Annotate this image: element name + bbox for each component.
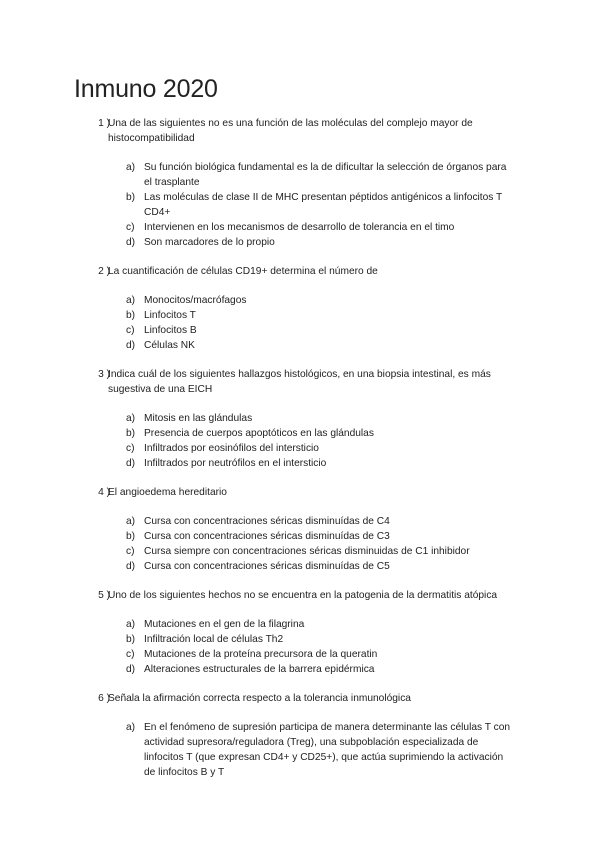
option-a — [0, 720, 600, 780]
option-letter: c) — [126, 546, 135, 557]
option-letter: d) — [126, 237, 136, 248]
option-letter: c) — [126, 443, 135, 454]
option-list — [0, 411, 600, 471]
option-d — [0, 662, 600, 677]
option-text: Linfocitos T — [144, 310, 196, 321]
option-text: Son marcadores de lo propio — [144, 237, 275, 248]
question-text: El angioedema hereditario — [108, 487, 227, 498]
option-letter: c) — [126, 222, 135, 233]
question-number: 6 ) — [98, 693, 110, 704]
option-text: En el fenómeno de supresión participa de manera determinante las células T con actividad supresora/reguladora (Treg), una subpoblación especializada de linfocitos T (que expresan CD4+ y CD25+), que actúa suprimiendo la activación de linfocitos B y T — [144, 722, 511, 778]
question-text: Indica cuál de los siguientes hallazgos histológicos, en una biopsia intestinal, es más sugestiva de una EICH — [108, 369, 491, 395]
option-letter: c) — [126, 325, 135, 336]
option-text: Cursa siempre con concentraciones séricas disminuidas de C1 inhibidor — [144, 546, 470, 557]
option-b — [0, 529, 600, 544]
option-d — [0, 235, 600, 250]
option-letter: a) — [126, 413, 136, 424]
question-3 — [0, 367, 600, 471]
option-list — [0, 617, 600, 677]
option-d — [0, 338, 600, 353]
option-d — [0, 456, 600, 471]
option-a — [0, 411, 600, 426]
option-text: Mitosis en las glándulas — [144, 413, 253, 424]
option-text: Su función biológica fundamental es la de dificultar la selección de órganos para el trasplante — [144, 162, 507, 188]
option-b — [0, 190, 600, 220]
option-c — [0, 544, 600, 559]
option-d — [0, 559, 600, 574]
option-c — [0, 441, 600, 456]
option-letter: d) — [126, 340, 136, 351]
option-text: Alteraciones estructurales de la barrera epidérmica — [144, 664, 375, 675]
option-text: Infiltrados por eosinófilos del intersticio — [144, 443, 319, 454]
option-letter: d) — [126, 458, 136, 469]
option-c — [0, 647, 600, 662]
option-text: Presencia de cuerpos apoptóticos en las glándulas — [144, 428, 374, 439]
option-letter: d) — [126, 561, 136, 572]
option-a — [0, 160, 600, 190]
question-2 — [0, 264, 600, 353]
option-text: Células NK — [144, 340, 195, 351]
option-c — [0, 220, 600, 235]
option-letter: a) — [126, 722, 136, 733]
option-list — [0, 720, 600, 780]
question-text: Una de las siguientes no es una función de las moléculas del complejo mayor de histocompatibilidad — [108, 118, 473, 144]
option-letter: b) — [126, 634, 136, 645]
option-a — [0, 293, 600, 308]
option-text: Intervienen en los mecanismos de desarrollo de tolerancia en el timo — [144, 222, 455, 233]
option-list — [0, 293, 600, 353]
option-text: Monocitos/macrófagos — [144, 295, 247, 306]
option-text: Cursa con concentraciones séricas disminuídas de C3 — [144, 531, 390, 542]
option-list — [0, 514, 600, 574]
option-letter: d) — [126, 664, 136, 675]
option-letter: b) — [126, 428, 136, 439]
option-text: Infiltración local de células Th2 — [144, 634, 284, 645]
option-text: Cursa con concentraciones séricas disminuídas de C4 — [144, 516, 390, 527]
option-letter: a) — [126, 619, 136, 630]
option-text: Infiltrados por neutrófilos en el intersticio — [144, 458, 327, 469]
question-4 — [0, 485, 600, 574]
option-b — [0, 308, 600, 323]
question-text: Uno de los siguientes hechos no se encuentra en la patogenia de la dermatitis atópica — [108, 590, 498, 601]
option-letter: b) — [126, 531, 136, 542]
question-list — [0, 116, 600, 794]
option-text: Cursa con concentraciones séricas disminuídas de C5 — [144, 561, 390, 572]
question-text: La cuantificación de células CD19+ determina el número de — [108, 266, 378, 277]
option-letter: a) — [126, 516, 136, 527]
document-title: Inmuno 2020 — [74, 75, 218, 103]
question-6 — [0, 691, 600, 780]
question-number: 2 ) — [98, 266, 110, 277]
question-number: 4 ) — [98, 487, 110, 498]
option-letter: a) — [126, 295, 136, 306]
option-a — [0, 617, 600, 632]
option-text: Mutaciones en el gen de la filagrina — [144, 619, 305, 630]
option-list — [0, 160, 600, 250]
option-c — [0, 323, 600, 338]
option-text: Mutaciones de la proteína precursora de la queratin — [144, 649, 378, 660]
question-number: 5 ) — [98, 590, 110, 601]
question-number: 1 ) — [98, 118, 110, 129]
option-a — [0, 514, 600, 529]
question-1 — [0, 116, 600, 250]
option-letter: c) — [126, 649, 135, 660]
option-b — [0, 632, 600, 647]
option-letter: a) — [126, 162, 136, 173]
option-b — [0, 426, 600, 441]
question-text: Señala la afirmación correcta respecto a la tolerancia inmunológica — [108, 693, 411, 704]
question-number: 3 ) — [98, 369, 110, 380]
option-text: Las moléculas de clase II de MHC presentan péptidos antigénicos a linfocitos T CD4+ — [144, 192, 503, 218]
option-letter: b) — [126, 310, 136, 321]
option-letter: b) — [126, 192, 136, 203]
question-5 — [0, 588, 600, 677]
option-text: Linfocitos B — [144, 325, 197, 336]
